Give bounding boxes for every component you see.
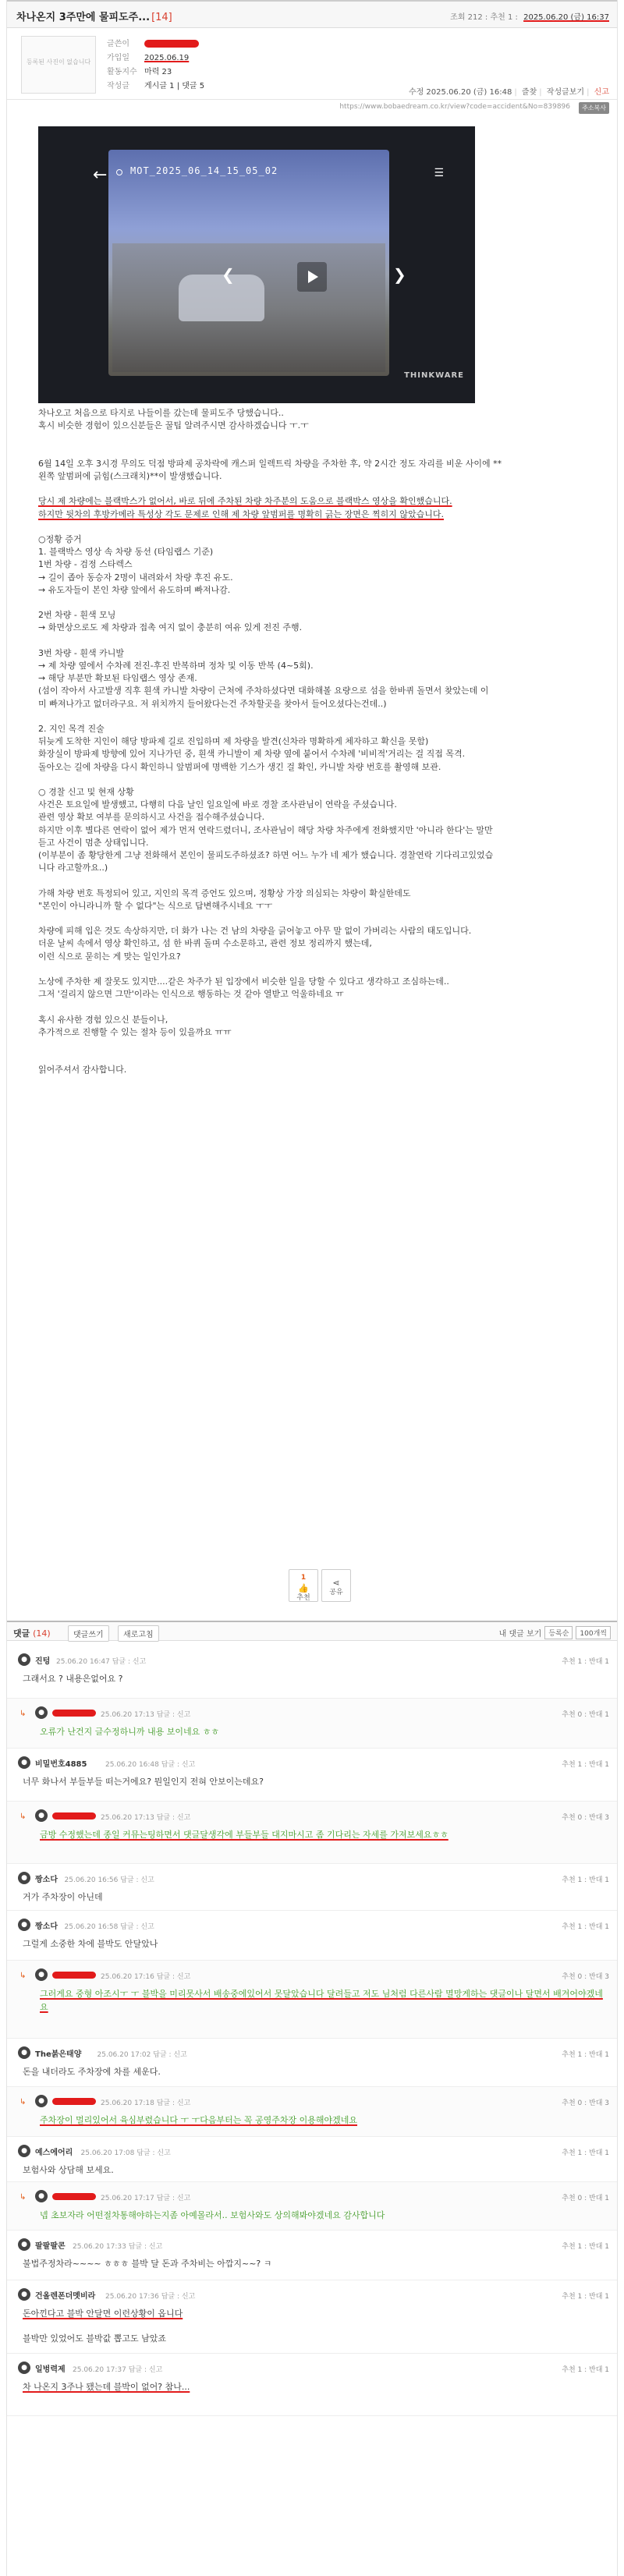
comment-votes[interactable]: 추천 0 : 반대 3 <box>562 1973 609 1981</box>
comment-text-content: 넵 초보자라 어떤절차통해야하는지좀 아예몰라서.. 보험사와도 상의해봐야겠네요 감사합니다 <box>40 2210 385 2220</box>
body-line: → 길이 좁아 동승자 2명이 내려와서 차량 후진 유도. <box>38 572 233 583</box>
comment-meta[interactable]: 25.06.20 16:47 답글 : 신고 <box>56 1658 147 1666</box>
body-line <box>38 912 600 925</box>
comment-text-content: 오류가 난건지 글수정하니까 내용 보이네요 ㅎㅎ <box>40 1727 220 1737</box>
prev-icon: ❮ <box>222 265 235 284</box>
comment-nick[interactable]: 비밀번호4885 <box>35 1760 87 1769</box>
comment-reply <box>7 1802 617 1864</box>
body-line: 1번 차량 - 검정 스타렉스 <box>38 559 133 570</box>
post-title-bar <box>7 0 617 28</box>
comment-meta[interactable]: 25.06.20 17:33 답글 : 신고 <box>73 2243 163 2251</box>
reply-arrow-icon: ↳ <box>20 2193 27 2202</box>
comment-meta[interactable]: 25.06.20 17:16 답글 : 신고 <box>101 1973 191 1981</box>
body-line: 혹시 유사한 경험 있으신 분들이나, <box>38 1014 168 1025</box>
comment-meta[interactable]: 25.06.20 17:08 답글 : 신고 <box>80 2149 171 2157</box>
author-info: 글쓴이 가입일 2025.06.19 활동지수 마력 23 작성글 게시글 1 | 댓글 5 <box>107 37 204 94</box>
joined-label: 가입일 <box>107 54 129 62</box>
comment-text-content: 그러게요 중형 아조시ㅜ ㅜ 블박을 미리못사서 배송중에있어서 못달았습니다 달려들고 저도 님처럼 다른사람 멸망게하는 댓글이나 달면서 배겨어야겠네요 <box>40 1989 603 2012</box>
comment-meta[interactable]: 25.06.20 17:13 답글 : 신고 <box>101 1814 191 1822</box>
next-icon: ❯ <box>393 265 406 284</box>
comment-text-content: 차 나온지 3주나 됐는데 블박이 없어? 참나... <box>23 2382 190 2392</box>
post-count[interactable]: 게시글 1 <box>144 82 175 90</box>
body-line <box>38 445 600 458</box>
write-comment-tab[interactable]: 댓글쓰기 <box>68 1625 109 1642</box>
body-line <box>38 483 600 495</box>
avatar[interactable]: ● <box>35 2095 48 2107</box>
comment-meta[interactable]: 25.06.20 16:58 답글 : 신고 <box>64 1923 154 1931</box>
body-line <box>38 635 600 647</box>
comment-nick[interactable]: 건올렌폰더멧비라 <box>35 2292 96 2301</box>
recommend-number: 1 <box>300 1574 307 1582</box>
copy-url-button[interactable]: 주소복사 <box>579 102 609 114</box>
body-line: 하지만 이후 별다른 연락이 없어 제가 먼저 연락드렸더니, 조사관님이 해당 차량 차주에게 전화했지만 '아니라 한다'는 말만 <box>38 824 493 835</box>
body-line: 니다 라고할까요..) <box>38 863 108 873</box>
comment-reply <box>7 2182 617 2231</box>
comment <box>7 2280 617 2354</box>
body-line: 이런 식으로 묻히는 게 맞는 일인가요? <box>38 951 181 962</box>
comment-text-content: 불법주정차라~~~~ ㅎㅎㅎ 블박 달 돈과 주차비는 아깝지~~? ㅋ <box>23 2259 272 2269</box>
share-button[interactable] <box>321 1569 351 1602</box>
author-posts-link[interactable]: 작성글보기 <box>546 88 585 97</box>
avatar[interactable]: ● <box>18 1919 30 1931</box>
body-line: 뒤늦게 도착한 지인이 해당 방파제 길로 진입하며 제 차량을 발견(신차라 명확하게 체자하고 확신을 못함) <box>38 736 429 747</box>
avatar[interactable]: ● <box>18 2288 30 2301</box>
comment-text <box>23 2163 604 2177</box>
comment-votes[interactable]: 추천 1 : 반대 1 <box>562 1923 609 1931</box>
comment-votes[interactable]: 추천 0 : 반대 3 <box>562 1814 609 1822</box>
comment-nick-redacted[interactable] <box>52 1812 96 1819</box>
video-filename: MOT_2025_06_14_15_05_02 <box>130 165 278 176</box>
comment-text <box>23 2257 604 2270</box>
comment-nick[interactable]: 짱소다 <box>35 1922 58 1931</box>
comment-votes[interactable]: 추천 0 : 반대 1 <box>562 2195 609 2202</box>
comment-nick[interactable]: 예스에어리 <box>35 2149 73 2157</box>
recommend-label: 추천 <box>296 1594 310 1602</box>
body-line <box>38 774 600 786</box>
comment-meta[interactable]: 25.06.20 17:18 답글 : 신고 <box>101 2099 191 2107</box>
vote-box <box>289 1569 351 1602</box>
share-icon: ⋖ <box>332 1578 340 1588</box>
comments-header <box>7 1621 617 1641</box>
comment-text <box>40 2114 604 2127</box>
share-label: 공유 <box>329 1589 343 1596</box>
body-line <box>38 710 600 723</box>
url-row <box>7 100 617 115</box>
comment-meta[interactable]: 25.06.20 16:56 답글 : 신고 <box>64 1876 154 1884</box>
avatar[interactable]: ● <box>18 2046 30 2059</box>
post-title <box>16 9 172 23</box>
comment-text-content: 그래서요 ? 내용은없어요 ? <box>23 1674 123 1684</box>
comment-nick-redacted[interactable] <box>52 1972 96 1979</box>
comment-text <box>40 1725 604 1738</box>
reply-arrow-icon: ↳ <box>20 1972 27 1980</box>
comments-label <box>13 1627 51 1639</box>
comment-text-content: 그럴게 소중한 차에 블박도 안달았나 <box>23 1939 158 1949</box>
comment-votes[interactable]: 추천 0 : 반대 1 <box>562 1711 609 1719</box>
body-line: → 해당 부분만 확보된 타임랩스 영상 존재. <box>38 673 197 684</box>
comments-count: (14) <box>33 1628 51 1639</box>
comment-nick[interactable]: 진텅 <box>35 1657 51 1666</box>
avatar[interactable]: ● <box>18 1653 30 1666</box>
body-line: 6월 14일 오후 3시경 무의도 덕점 방파제 공차락에 캐스퍼 일렉트릭 차량을 주차한 후, 약 2시간 정도 자리를 비운 사이에 ** <box>38 458 502 469</box>
comment-nick[interactable]: 팔팔팔콘 <box>35 2242 66 2251</box>
comment-votes[interactable]: 추천 1 : 반대 1 <box>562 2366 609 2374</box>
comment-text-content: 돈아낀다고 블박 안달면 이런상황이 옵니다 <box>23 2308 183 2319</box>
post-meta: 수정 2025.06.20 (금) 16:48 | 즐찾 | 작성글보기 | 신고 <box>408 88 609 97</box>
record-icon <box>116 169 122 175</box>
comment-meta[interactable]: 25.06.20 17:17 답글 : 신고 <box>101 2195 191 2202</box>
back-arrow-icon: ← <box>93 165 108 185</box>
comment <box>7 1749 617 1802</box>
reply-arrow-icon: ↳ <box>20 2098 27 2107</box>
recommend-button[interactable] <box>289 1569 318 1602</box>
body-line <box>38 1051 600 1064</box>
comment-text <box>40 2209 604 2222</box>
body-line: 혹시 비슷한 경험이 있으신분들은 꿀팁 알려주시면 감사하겠습니다 ㅜ.ㅜ <box>38 420 309 431</box>
comment-text <box>23 2380 604 2394</box>
comment <box>7 2137 617 2182</box>
comment <box>7 2231 617 2280</box>
avatar[interactable]: ● <box>18 1756 30 1769</box>
body-line <box>38 521 600 533</box>
posts-label: 작성글 <box>107 82 129 90</box>
report-link[interactable]: 신고 <box>594 88 609 97</box>
play-button[interactable] <box>297 262 327 292</box>
comment-text-2 <box>23 2332 166 2345</box>
comment-nick[interactable]: 일벙력제 <box>35 2365 66 2374</box>
post-date: 2025.06.20 (금) 16:37 <box>523 13 609 22</box>
body-line: → 제 차량 옆에서 수차례 전진-후진 반복하며 정차 및 이동 반복 (4~5회). <box>38 660 314 671</box>
comment-meta[interactable]: 25.06.20 17:02 답글 : 신고 <box>97 2051 187 2059</box>
body-line: 1. 블랙박스 영상 속 차량 동선 (타임랩스 기준) <box>38 547 214 558</box>
comment-text-content-2: 블박만 있었어도 블박값 뽑고도 남았죠 <box>23 2333 167 2344</box>
body-line: 가해 차량 번호 특정되어 있고, 지인의 목격 증언도 있으며, 정황상 가장 의심되는 차량이 확실한데도 <box>38 888 411 898</box>
comments-label-text: 댓글 <box>13 1628 30 1639</box>
comment <box>7 1646 617 1699</box>
body-line: (이부분이 좀 황당한게 그냥 전화해서 본인이 물피도주하셨죠? 하면 어느 누가 네 제가 했습니다. 경찰연락 기다리고있었습 <box>38 849 494 860</box>
avatar[interactable]: ● <box>18 1872 30 1884</box>
body-line: 3번 차량 - 흰색 카니발 <box>38 647 124 658</box>
comment-controls <box>499 1626 611 1639</box>
video-brand: THINKWARE <box>404 371 464 380</box>
comment-nick[interactable]: The붉은태양 <box>35 2050 82 2059</box>
body-line: 화장실이 방파제 방향에 있어 지나가던 중, 흰색 카니발이 제 차량 옆에 붙어서 수차례 '비비적'거리는 걸 직접 목격. <box>38 749 466 760</box>
comment-text <box>23 1937 604 1951</box>
body-line: 미 빠져나가고 없더라구요. 저 위치까지 들어왔다는건 주차할곳을 찾아서 들어오셨다는건데..) <box>38 698 387 709</box>
body-line: 읽어주셔서 감사합니다. <box>38 1065 127 1075</box>
body-line: ○ 경찰 신고 및 현재 상황 <box>38 786 134 797</box>
body-line: 사건은 토요일에 발생했고, 다행히 다음 날인 일요일에 바로 경찰 조사관님이 연락을 주셨습니다. <box>38 799 397 810</box>
body-line: 더운 날씨 속에서 영상 확인하고, 섬 한 바퀴 돌며 수소문하고, 관련 정보 정리까지 했는데, <box>38 938 372 949</box>
body-line: 하지만 뒷차의 후방카메라 특성상 각도 문제로 인해 제 차량 앞범퍼를 명확히 긁는 장면은 찍히지 않았습니다. <box>38 508 444 519</box>
comment-votes[interactable]: 추천 1 : 반대 1 <box>562 2243 609 2251</box>
comment-text-content: 보험사와 상담해 보세요. <box>23 2165 114 2175</box>
post-stats: 조회 212 : 추천 1 : 2025.06.20 (금) 16:37 <box>450 13 609 22</box>
comment <box>7 1911 617 1961</box>
comment-count[interactable]: 댓글 5 <box>182 82 205 90</box>
comment-reply <box>7 1961 617 2039</box>
comment-text <box>23 2065 604 2078</box>
post-url[interactable]: https://www.bobaedream.co.kr/view?code=accident&No=839896 <box>339 103 570 111</box>
comment-text <box>23 2307 604 2320</box>
body-line: 돌아오는 길에 차량을 다시 확인하니 앞범퍼에 명백한 기스가 생긴 걸 확인, 카니발 차량 번호를 촬영해 보관. <box>38 761 441 772</box>
thumbs-up-icon: 👍 <box>298 1583 309 1593</box>
comment-meta[interactable]: 25.06.20 17:36 답글 : 신고 <box>105 2293 196 2301</box>
comment-text <box>23 1672 604 1685</box>
body-line: 듣고 사건이 멈춘 상태입니다. <box>38 837 149 848</box>
body-line <box>38 597 600 609</box>
recommend-count: 추천 1 <box>490 13 513 22</box>
body-line: 관련 영상 확보 여부를 문의하시고 사건을 접수해주셨습니다. <box>38 812 265 823</box>
body-line: 차량에 피해 입은 것도 속상하지만, 더 화가 나는 건 남의 차량을 긁어놓고 아무 말 없이 가버리는 사람의 태도입니다. <box>38 926 472 937</box>
avatar[interactable]: ● <box>35 1968 48 1981</box>
body-line: 2번 차량 - 흰색 모닝 <box>38 610 116 621</box>
comment-meta[interactable]: 25.06.20 17:37 답글 : 신고 <box>73 2366 163 2374</box>
page <box>6 0 618 2576</box>
post-body <box>38 407 600 1077</box>
comment-meta[interactable]: 25.06.20 16:48 답글 : 신고 <box>105 1761 196 1769</box>
activity-label: 활동지수 <box>107 68 137 76</box>
my-comments-link[interactable]: 내 댓글 보기 <box>498 1630 542 1639</box>
post-title-text: 차나온지 3주만에 물피도주... <box>16 12 151 23</box>
reply-arrow-icon: ↳ <box>20 1812 27 1821</box>
avatar[interactable]: ● <box>35 1809 48 1822</box>
joined-date: 2025.06.19 <box>144 54 190 62</box>
comment-meta[interactable]: 25.06.20 17:13 답글 : 신고 <box>101 1711 191 1719</box>
reply-arrow-icon: ↳ <box>20 1710 27 1718</box>
views: 조회 212 <box>450 13 483 22</box>
body-line: → 화면상으로도 제 차량과 접촉 여지 없이 충분히 여유 있게 전진 주행. <box>38 622 303 633</box>
comment-votes[interactable]: 추천 1 : 반대 1 <box>562 2149 609 2157</box>
comment <box>7 2039 617 2087</box>
avatar[interactable]: ● <box>18 2238 30 2251</box>
author-nick-redacted[interactable] <box>144 40 199 48</box>
avatar[interactable]: ● <box>35 1706 48 1719</box>
comment-nick[interactable]: 짱소다 <box>35 1876 58 1884</box>
body-line: ○정황 증거 <box>38 533 82 544</box>
comment-text <box>23 1775 604 1788</box>
comment-reply <box>7 2087 617 2137</box>
comment-text <box>23 1890 604 1904</box>
body-line: 당시 제 차량에는 블랙박스가 없어서, 바로 뒤에 주차된 차량 차주분의 도움으로 블랙박스 영상을 확인했습니다. <box>38 496 452 507</box>
comment-votes[interactable]: 추천 1 : 반대 1 <box>562 1761 609 1769</box>
body-line: 왼쪽 앞범퍼에 긁힘(스크래치)**이 발생했습니다. <box>38 470 222 481</box>
per-page-select[interactable]: 100개씩 <box>576 1626 611 1639</box>
comment-text <box>40 1828 604 1841</box>
comment-votes[interactable]: 추천 1 : 반대 1 <box>562 2293 609 2301</box>
profile-image: 등록된 사진이 없습니다 <box>21 36 96 94</box>
author-box <box>7 28 617 100</box>
comment-text-content: 금방 수정했는데 종일 커뮤는팅하면서 댓글달생각에 부들부들 대지마시고 좀 기다리는 자세를 가져보세요ㅎㅎ <box>40 1830 448 1840</box>
comment <box>7 1864 617 1911</box>
body-line <box>38 963 600 976</box>
avatar[interactable]: ● <box>35 2190 48 2202</box>
comment-reply <box>7 1699 617 1749</box>
body-line: → 유도자들이 본인 차량 앞에서 유도하며 빠져나감. <box>38 584 231 595</box>
post-comment-count[interactable]: [14] <box>151 12 172 23</box>
body-line: 2. 지인 목격 진술 <box>38 723 105 734</box>
comment-votes[interactable]: 추천 1 : 반대 1 <box>562 1876 609 1884</box>
comment-text-content: 돈을 내더라도 주차장에 차를 세운다. <box>23 2067 161 2077</box>
comment-text-content: 너무 화나서 부들부들 떠는거에요? 뭔일인지 전혀 안보이는데요? <box>23 1777 264 1787</box>
comment <box>7 2354 617 2416</box>
body-line <box>38 432 600 445</box>
comment-nick-redacted[interactable] <box>52 2193 96 2200</box>
comment-text-content: 주차장이 멀리있어서 육심부렸습니다 ㅜ ㅜ다음부터는 꼭 공영주차장 이용해야겠네요 <box>40 2115 358 2125</box>
body-line: 노상에 주차한 제 잘못도 있지만....같은 차주가 된 입장에서 비슷한 일을 당할 수 있다고 생각하고 조심하는데.. <box>38 976 449 987</box>
comment-votes[interactable]: 추천 1 : 반대 1 <box>562 2051 609 2059</box>
comment-text-content: 거가 주차장이 아닌데 <box>23 1892 103 1902</box>
body-line <box>38 874 600 887</box>
avatar[interactable]: ● <box>18 2362 30 2374</box>
comment-nick-redacted[interactable] <box>52 2098 96 2105</box>
menu-icon: ☰ <box>434 167 444 179</box>
refresh-tab[interactable]: 새로고침 <box>118 1625 159 1642</box>
avatar[interactable]: ● <box>18 2145 30 2157</box>
body-line: (섬이 작아서 사고발생 직후 흰색 카니발 차량이 근처에 주차하셨다면 대화해볼 요량으로 섬을 한바퀴 돌면서 찾았는데 이 <box>38 686 489 696</box>
body-line: 추가적으로 진행할 수 있는 절차 등이 있을까요 ㅠㅠ <box>38 1026 232 1037</box>
body-line: 그저 '걸리지 않으면 그만'이라는 인식으로 행동하는 것 같아 열받고 억울하네요 ㅠ <box>38 989 344 1000</box>
bookmark-link[interactable]: 즐찾 <box>521 88 537 97</box>
nick-label: 글쓴이 <box>107 40 129 48</box>
comment-text <box>40 1987 604 2014</box>
comment-votes[interactable]: 추천 1 : 반대 1 <box>562 1658 609 1666</box>
activity-value: 마력 23 <box>144 68 172 76</box>
body-line: 차나오고 처음으로 타지로 나들이를 갔는데 물피도주 당했습니다.. <box>38 408 284 418</box>
comment-votes[interactable]: 추천 0 : 반대 3 <box>562 2099 609 2107</box>
sort-select[interactable]: 등록순 <box>544 1626 573 1639</box>
modified-date: 수정 2025.06.20 (금) 16:48 <box>408 88 512 97</box>
body-line <box>38 1001 600 1013</box>
body-line: "본인이 아니라니까 할 수 없다"는 식으로 답변해주시네요 ㅜㅜ <box>38 900 273 911</box>
comment-nick-redacted[interactable] <box>52 1710 96 1717</box>
dashcam-video[interactable] <box>38 126 475 403</box>
body-line <box>38 1039 600 1051</box>
